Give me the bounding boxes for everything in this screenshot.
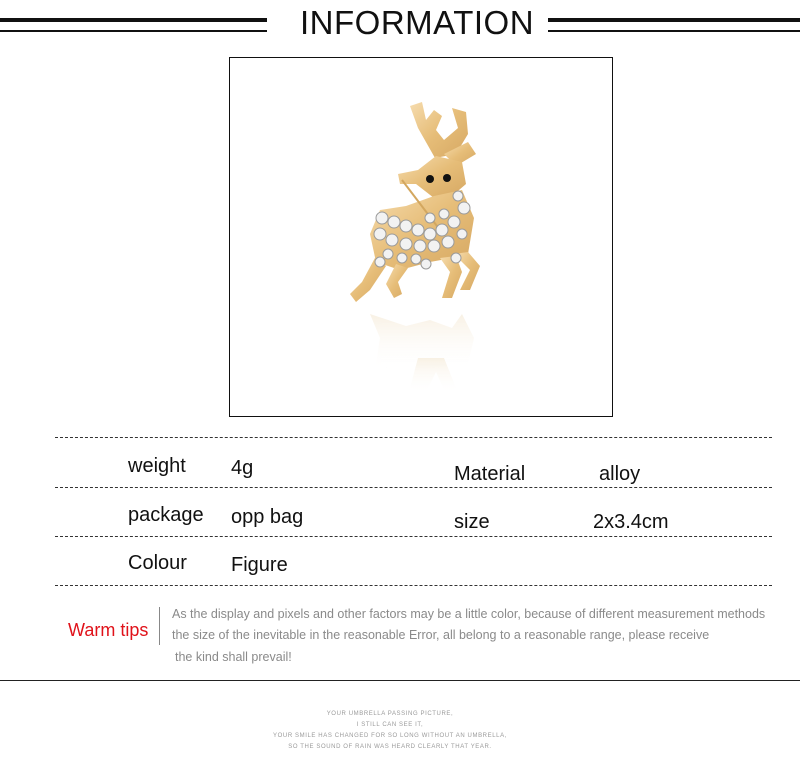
warm-tips-line-2: the size of the inevitable in the reasonable Error, all belong to a reasonable range, please receive: [172, 628, 710, 642]
spec-divider-4: [55, 585, 772, 586]
size-label: size: [454, 511, 490, 533]
footer-line-1: YOUR UMBRELLA PASSING PICTURE,: [326, 711, 454, 717]
spec-divider-3: [55, 536, 772, 537]
warm-tips-label: Warm tips: [68, 620, 149, 640]
footer-divider: [0, 680, 800, 681]
material-value: alloy: [599, 463, 641, 485]
warm-tips-separator: [159, 607, 160, 645]
header-bar-left-thick: [0, 18, 267, 22]
deer-brooch-image: [230, 58, 612, 416]
spec-divider-2: [55, 487, 772, 488]
page-title: INFORMATION: [300, 4, 535, 41]
weight-value: 4g: [231, 457, 254, 479]
weight-label: weight: [128, 455, 186, 477]
deer-reflection: [370, 314, 474, 394]
header-bar-right-thick: [548, 18, 800, 22]
spec-divider-1: [55, 437, 772, 438]
header-bar-right-thin: [548, 30, 800, 32]
material-label: Material: [454, 463, 526, 485]
footer-line-4: SO THE SOUND OF RAIN WAS HEARD CLEARLY THAT YEAR.: [288, 744, 492, 750]
deer-antlers: [410, 102, 476, 166]
warm-tips-line-1: As the display and pixels and other factors may be a little color, because of different measurement methods: [172, 607, 766, 621]
product-image-frame: [229, 57, 613, 417]
footer-line-3: YOUR SMILE HAS CHANGED FOR SO LONG WITHOUT AN UMBRELLA,: [273, 733, 507, 739]
package-value: opp bag: [231, 506, 304, 528]
colour-label: Colour: [128, 552, 187, 574]
colour-value: Figure: [231, 554, 288, 576]
warm-tips-line-3: the kind shall prevail!: [175, 650, 292, 664]
size-value: 2x3.4cm: [593, 511, 669, 533]
footer-line-2: I STILL CAN SEE IT,: [356, 722, 424, 728]
package-label: package: [128, 504, 204, 526]
header-bar-left-thin: [0, 30, 267, 32]
